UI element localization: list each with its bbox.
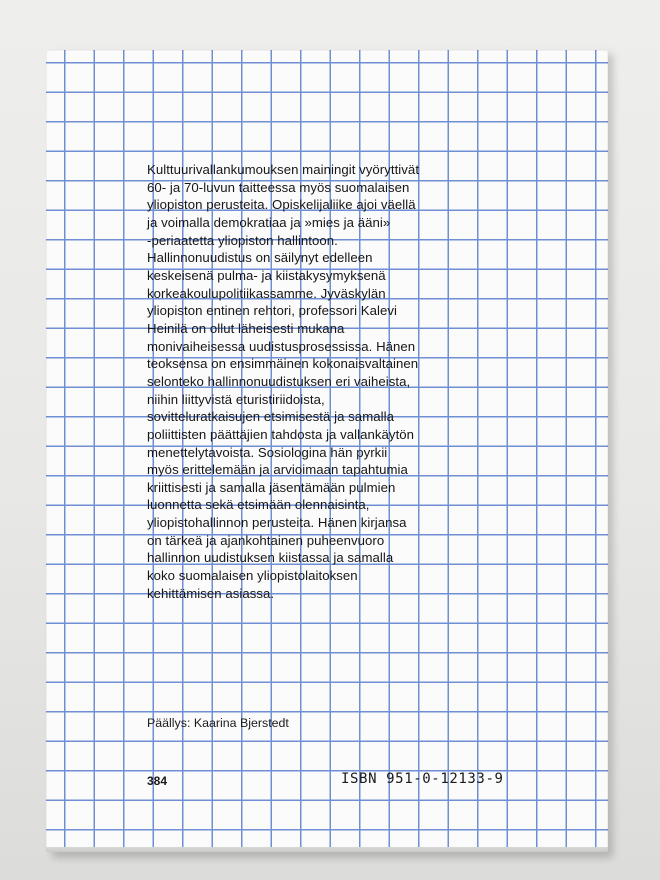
blurb-line: kehittämisen asiassa. [147, 585, 275, 601]
blurb-text [147, 161, 487, 602]
blurb-line: poliittisten päättäjien tahdosta ja vallankäytön [147, 426, 415, 442]
blurb-line: koko suomalaisen yliopistolaitoksen [147, 568, 358, 584]
blurb-line: Heinilä on ollut läheisesti mukana [147, 320, 345, 336]
blurb-line: yliopiston entinen rehtori, professori Kalevi [147, 303, 398, 319]
blurb-line: on tärkeä ja ajankohtainen puheenvuoro [147, 532, 385, 548]
blurb-line: selonteko hallinnonuudistuksen eri vaiheista, [147, 373, 411, 389]
blurb-line: Kulttuurivallankumouksen mainingit vyöryttivät [147, 162, 420, 177]
blurb-line: myös erittelemään ja arvioimaan tapahtumia [147, 462, 408, 478]
blurb-line: monivaiheisessa uudistusprosessissa. Hänen [147, 338, 416, 354]
cover-designer-credit: Päällys: Kaarina Bjerstedt [147, 716, 289, 730]
isbn-number: ISBN 951-0-12133-9 [341, 771, 504, 787]
blurb-line: menettelytavoista. Sosiologina hän pyrkii [147, 444, 388, 460]
blurb-line: kriittisesti ja samalla jäsentämään pulmien [147, 479, 396, 495]
blurb-line: 60- ja 70-luvun taitteessa myös suomalaisen [147, 179, 410, 195]
blurb-line: niihin liittyvistä eturistiriidoista, [147, 391, 325, 407]
book-bottom-edge [46, 847, 608, 852]
blurb-line: Hallinnonuudistus on säilynyt edelleen [147, 250, 373, 266]
blurb-line: teoksensa on ensimmäinen kokonaisvaltainen [147, 356, 419, 372]
blurb-line: sovitteluratkaisujen etsimisestä ja samalla [147, 409, 394, 425]
blurb-line: yliopiston perusteita. Opiskelijaliike ajoi väellä [147, 197, 416, 213]
blurb-line: ja voimalla demokratiaa ja »mies ja ääni» [147, 214, 391, 230]
blurb-line: yliopistohallinnon perusteita. Hänen kirjansa [147, 515, 407, 531]
blurb-line: -periaatetta yliopiston hallintoon. [147, 232, 338, 248]
book-series-number: 384 [147, 774, 168, 788]
blurb-line: korkeakoulupolitiikassamme. Jyväskylän [147, 285, 386, 301]
blurb-line: keskeisenä pulma- ja kiistakysymyksenä [147, 267, 386, 283]
blurb-line: hallinnon uudistuksen kiistassa ja samalla [147, 550, 394, 566]
blurb-line: luonnetta sekä etsimään olennaisinta, [147, 497, 370, 513]
